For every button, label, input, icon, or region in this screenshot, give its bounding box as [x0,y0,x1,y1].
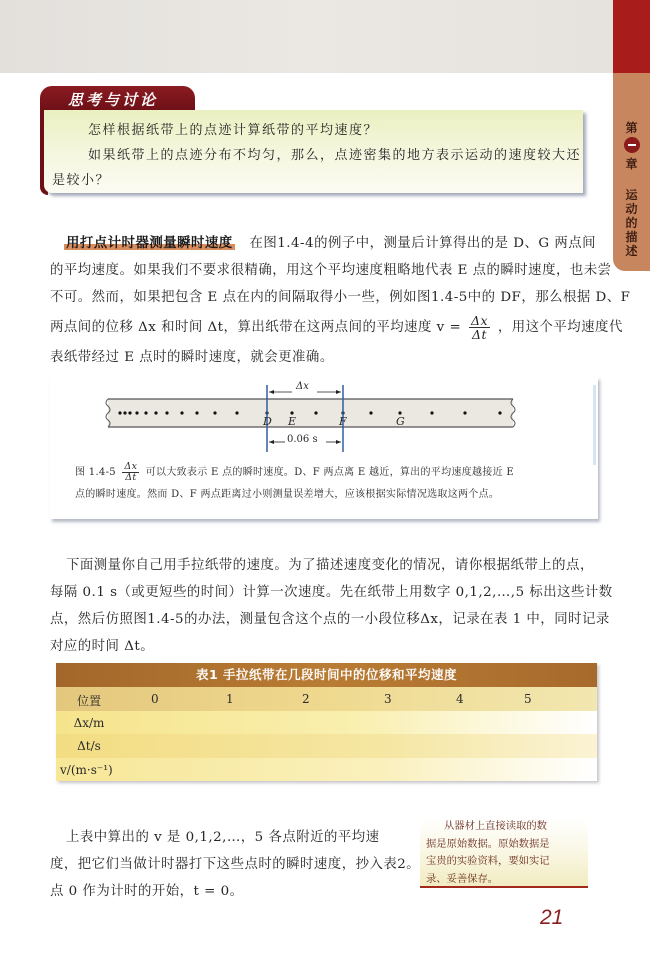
para-line: 点，然后仿照图1.4-5的办法，测量包含这个点的一小段位移Δx，记录在表 1 中，同时记录 [50,612,610,627]
section-heading: 用打点计时器测量瞬时速度 [66,236,233,251]
dx-label: Δx [296,381,309,392]
point-label-d: D [263,415,272,428]
column-header: 1 [226,692,234,706]
para-text: ，用这个平均速度代 [497,320,623,335]
table-row-time [56,734,597,758]
hand-pull-tape-paragraph [50,552,613,660]
para-line: 对应的时间 Δt。 [50,639,155,654]
caption-line: 点的瞬时速度。然而 D、F 两点距离过小则测量误差增大，应该根据实际情况选取这两个点。 [75,489,500,500]
row-header-velocity: v/(m·s⁻¹) [60,762,113,777]
instant-velocity-paragraph [50,230,631,371]
row-header-position: 位置 [76,694,101,708]
figure-caption [75,462,575,506]
formula-denominator: Δt [471,327,488,342]
discussion-label-tab [40,86,195,112]
point-label-g: G [396,415,405,428]
point-label-f: F [339,415,347,428]
discussion-box [44,110,583,193]
caption-formula-numerator: Δx [124,461,138,472]
page-number: 21 [540,906,564,929]
para-line [50,230,605,257]
discussion-question-1: 怎样根据纸带上的点迹计算纸带的平均速度？ [88,123,379,138]
table-1 [56,663,597,781]
top-margin-band [0,0,613,73]
note-line: 宝贵的实验资料，要如实记 [426,855,550,867]
copy-to-table2-paragraph [50,824,421,905]
column-header: 4 [456,692,464,706]
para-line: 下面测量你自己用手拉纸带的速度。为了描述速度变化的情况，请你根据纸带上的点， [66,558,594,573]
dt-label: 0.06 s [287,434,318,445]
caption-formula-denominator: Δt [125,472,137,483]
table-row-velocity [56,758,597,782]
para-line: 表纸带经过 E 点时的瞬时速度，就会更准确。 [50,350,334,365]
para-line: 的平均速度。如果我们不要求很精确，用这个平均速度粗略地代表 E 点的瞬时速度，也未尝 [50,263,612,278]
table-row-displacement [56,711,597,735]
chapter-number-badge [624,137,640,153]
row-header-time: Δt/s [77,739,101,753]
caption-figure-number: 图 1.4-5 [75,467,116,478]
para-line: 每隔 0.1 s（或更短些的时间）计算一次速度。先在纸带上用数字 0,1,2,…,5 标出这些计数 [50,585,613,600]
velocity-formula [469,314,490,341]
chapter-title-text: 运 动 的 描 述 [625,188,638,258]
column-header: 2 [302,692,310,706]
discussion-label: 思考与讨论 [68,91,159,109]
para-line: 度，把它们当做计时器打下这些点时的瞬时速度，抄入表2。 [50,857,421,872]
chapter-title [613,188,650,258]
para-line-formula [50,311,623,344]
margin-note [420,818,588,888]
table-header-row [56,687,597,711]
note-line: 从器材上直接读取的数 [444,820,547,832]
column-header: 3 [384,692,392,706]
row-header-displacement: Δx/m [73,715,105,730]
para-text: 两点间的位移 Δx 和时间 Δt，算出纸带在这两点间的平均速度 v = [50,320,462,335]
para-text: 在图1.4-4的例子中，测量后计算得出的是 D、G 两点间 [249,236,597,251]
paper-tape-diagram [70,380,590,460]
point-label-e: E [288,415,297,428]
caption-formula [122,462,139,483]
para-line: 不可。然而，如果把包含 E 点在内的间隔取得小一些，例如图1.4-5中的 DF，那么根据 D、F [50,290,631,305]
table-title: 表1 手拉纸带在几段时间中的位移和平均速度 [56,663,597,687]
para-line: 点 0 作为计时的开始，t = 0。 [50,884,244,899]
column-header: 0 [151,692,159,706]
caption-text: 可以大致表示 E 点的瞬时速度。D、F 两点离 E 越近，算出的平均速度越接近 E [145,467,514,478]
discussion-question-2-cont: 是较小？ [52,173,111,188]
chapter-side-tab [613,73,650,271]
chapter-color-strip [613,0,650,73]
note-line: 据是原始数据。原始数据是 [426,837,550,850]
chapter-suffix: 章 [625,157,638,171]
chapter-prefix: 第 [625,121,638,135]
note-line: 录、妥善保存。 [426,872,499,885]
discussion-question-2: 如果纸带上的点迹分布不均匀，那么，点迹密集的地方表示运动的速度较大还 [88,148,582,163]
figure-edge [593,385,596,465]
formula-numerator: Δx [470,313,489,328]
para-line: 上表中算出的 v 是 0,1,2,…，5 各点附近的平均速 [66,830,380,845]
caption-line [75,462,575,484]
column-header: 5 [524,692,532,706]
